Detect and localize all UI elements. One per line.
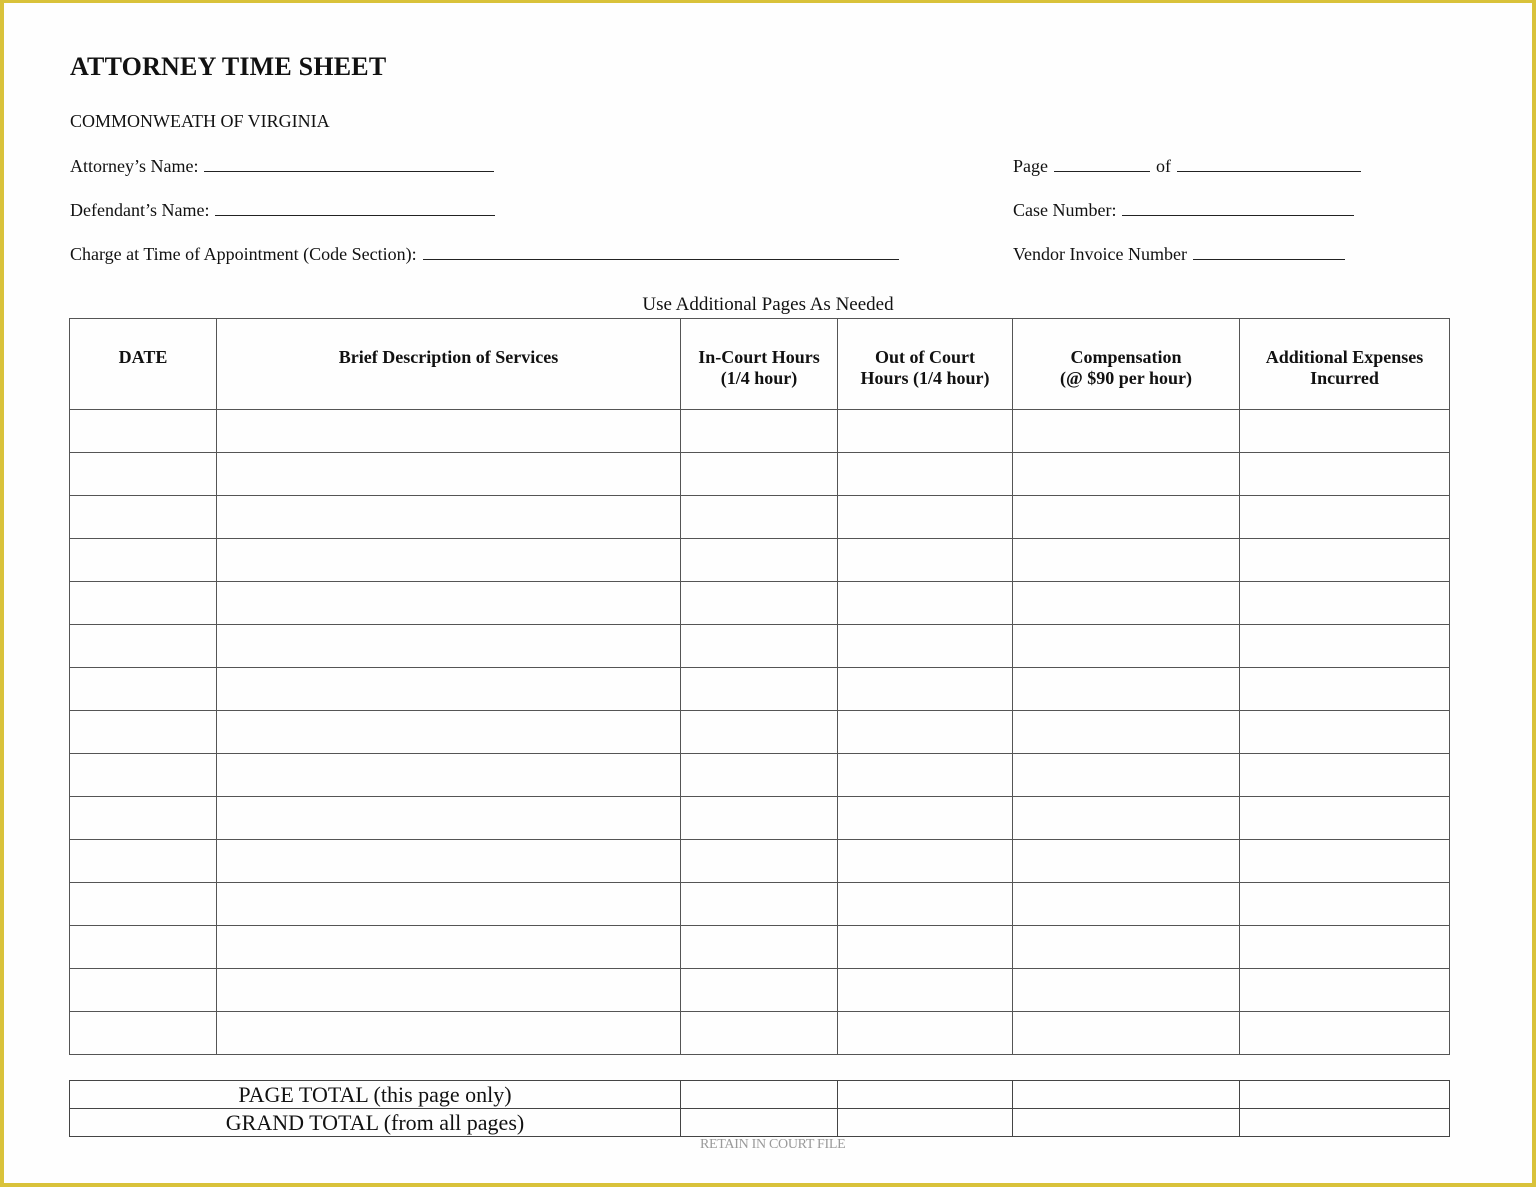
grand-total-expenses-cell[interactable] bbox=[1240, 1109, 1450, 1137]
additional-expenses-cell[interactable] bbox=[1240, 754, 1450, 797]
time-entry-rows bbox=[70, 410, 1450, 1055]
additional-expenses-cell[interactable] bbox=[1240, 582, 1450, 625]
additional-expenses-cell[interactable] bbox=[1240, 625, 1450, 668]
out-of-court-hours-cell[interactable] bbox=[838, 582, 1013, 625]
table-row bbox=[70, 797, 1450, 840]
description-cell[interactable] bbox=[217, 926, 681, 969]
grand-total-compensation-cell[interactable] bbox=[1013, 1109, 1240, 1137]
page-total-in-court-cell[interactable] bbox=[681, 1081, 838, 1109]
in-court-hours-cell[interactable] bbox=[681, 668, 838, 711]
date-cell[interactable] bbox=[70, 582, 217, 625]
description-cell[interactable] bbox=[217, 539, 681, 582]
out-of-court-hours-cell[interactable] bbox=[838, 797, 1013, 840]
page-total-expenses-cell[interactable] bbox=[1240, 1081, 1450, 1109]
in-court-hours-cell[interactable] bbox=[681, 539, 838, 582]
attorney-name-input[interactable] bbox=[204, 157, 494, 172]
compensation-cell[interactable] bbox=[1013, 539, 1240, 582]
totals-table bbox=[69, 1080, 1450, 1137]
compensation-cell[interactable] bbox=[1013, 883, 1240, 926]
description-cell[interactable] bbox=[217, 883, 681, 926]
additional-expenses-cell[interactable] bbox=[1240, 539, 1450, 582]
additional-pages-note-text: Use Additional Pages As Needed bbox=[642, 294, 894, 315]
charge-field bbox=[70, 244, 899, 265]
date-cell[interactable] bbox=[70, 668, 217, 711]
grand-total-row bbox=[70, 1109, 1450, 1137]
page-number-input[interactable] bbox=[1054, 157, 1150, 172]
compensation-cell[interactable] bbox=[1013, 410, 1240, 453]
description-cell[interactable] bbox=[217, 496, 681, 539]
table-row bbox=[70, 969, 1450, 1012]
page-total-label: PAGE TOTAL (this page only) bbox=[70, 1081, 681, 1109]
out-of-court-hours-cell[interactable] bbox=[838, 539, 1013, 582]
additional-expenses-cell[interactable] bbox=[1240, 969, 1450, 1012]
date-cell[interactable] bbox=[70, 926, 217, 969]
table-row bbox=[70, 582, 1450, 625]
out-of-court-hours-cell[interactable] bbox=[838, 711, 1013, 754]
in-court-hours-cell[interactable] bbox=[681, 797, 838, 840]
additional-expenses-cell[interactable] bbox=[1240, 1012, 1450, 1055]
column-header-compensation bbox=[1013, 319, 1240, 410]
date-cell[interactable] bbox=[70, 1012, 217, 1055]
out-of-court-hours-cell[interactable] bbox=[838, 754, 1013, 797]
page-total-row bbox=[70, 1081, 1450, 1109]
out-of-court-hours-cell[interactable] bbox=[838, 410, 1013, 453]
additional-expenses-cell[interactable] bbox=[1240, 883, 1450, 926]
table-row bbox=[70, 883, 1450, 926]
page-total-compensation-cell[interactable] bbox=[1013, 1081, 1240, 1109]
in-court-hours-cell[interactable] bbox=[681, 711, 838, 754]
compensation-cell[interactable] bbox=[1013, 840, 1240, 883]
document-title: ATTORNEY TIME SHEET bbox=[70, 52, 387, 81]
defendant-name-input[interactable] bbox=[215, 201, 495, 216]
time-entry-table bbox=[69, 318, 1450, 1055]
compensation-cell[interactable] bbox=[1013, 668, 1240, 711]
description-cell[interactable] bbox=[217, 754, 681, 797]
compensation-cell[interactable] bbox=[1013, 1012, 1240, 1055]
grand-total-label: GRAND TOTAL (from all pages) bbox=[70, 1109, 681, 1137]
charge-label: Charge at Time of Appointment (Code Section): bbox=[70, 244, 417, 264]
table-header-row bbox=[70, 319, 1450, 410]
column-header-line2: (@ $90 per hour) bbox=[1060, 368, 1192, 388]
in-court-hours-cell[interactable] bbox=[681, 625, 838, 668]
compensation-cell[interactable] bbox=[1013, 453, 1240, 496]
description-cell[interactable] bbox=[217, 582, 681, 625]
additional-expenses-cell[interactable] bbox=[1240, 453, 1450, 496]
date-cell[interactable] bbox=[70, 797, 217, 840]
additional-expenses-cell[interactable] bbox=[1240, 926, 1450, 969]
description-cell[interactable] bbox=[217, 453, 681, 496]
additional-expenses-cell[interactable] bbox=[1240, 410, 1450, 453]
compensation-cell[interactable] bbox=[1013, 625, 1240, 668]
defendant-name-label: Defendant’s Name: bbox=[70, 200, 210, 220]
column-header-additional-expenses bbox=[1240, 319, 1450, 410]
date-cell[interactable] bbox=[70, 969, 217, 1012]
case-number-input[interactable] bbox=[1122, 201, 1354, 216]
page-label: Page bbox=[1013, 156, 1048, 176]
compensation-cell[interactable] bbox=[1013, 969, 1240, 1012]
table-row bbox=[70, 1012, 1450, 1055]
out-of-court-hours-cell[interactable] bbox=[838, 496, 1013, 539]
table-row bbox=[70, 539, 1450, 582]
table-row bbox=[70, 410, 1450, 453]
date-cell[interactable] bbox=[70, 711, 217, 754]
in-court-hours-cell[interactable] bbox=[681, 453, 838, 496]
in-court-hours-cell[interactable] bbox=[681, 840, 838, 883]
out-of-court-hours-cell[interactable] bbox=[838, 453, 1013, 496]
date-cell[interactable] bbox=[70, 453, 217, 496]
page-of-label: of bbox=[1156, 156, 1171, 176]
date-cell[interactable] bbox=[70, 625, 217, 668]
grand-total-out-of-court-cell[interactable] bbox=[838, 1109, 1013, 1137]
table-row bbox=[70, 453, 1450, 496]
column-header-date-text: DATE bbox=[118, 347, 168, 367]
table-row bbox=[70, 754, 1450, 797]
description-cell[interactable] bbox=[217, 969, 681, 1012]
description-cell[interactable] bbox=[217, 711, 681, 754]
description-cell[interactable] bbox=[217, 840, 681, 883]
vendor-invoice-input[interactable] bbox=[1193, 245, 1345, 260]
vendor-invoice-label: Vendor Invoice Number bbox=[1013, 244, 1187, 264]
table-row bbox=[70, 711, 1450, 754]
compensation-cell[interactable] bbox=[1013, 797, 1240, 840]
retain-in-court-file-note: RETAIN IN COURT FILE bbox=[700, 1137, 846, 1152]
case-number-label: Case Number: bbox=[1013, 200, 1117, 220]
column-header-line2: Incurred bbox=[1310, 368, 1379, 388]
out-of-court-hours-cell[interactable] bbox=[838, 1012, 1013, 1055]
column-header-line2: Hours (1/4 hour) bbox=[860, 368, 990, 388]
page-number-field bbox=[1013, 156, 1361, 177]
compensation-cell[interactable] bbox=[1013, 496, 1240, 539]
compensation-cell[interactable] bbox=[1013, 582, 1240, 625]
in-court-hours-cell[interactable] bbox=[681, 754, 838, 797]
date-cell[interactable] bbox=[70, 840, 217, 883]
table-row bbox=[70, 926, 1450, 969]
compensation-cell[interactable] bbox=[1013, 711, 1240, 754]
description-cell[interactable] bbox=[217, 410, 681, 453]
compensation-cell[interactable] bbox=[1013, 754, 1240, 797]
in-court-hours-cell[interactable] bbox=[681, 582, 838, 625]
date-cell[interactable] bbox=[70, 496, 217, 539]
date-cell[interactable] bbox=[70, 883, 217, 926]
table-row bbox=[70, 496, 1450, 539]
in-court-hours-cell[interactable] bbox=[681, 883, 838, 926]
additional-expenses-cell[interactable] bbox=[1240, 711, 1450, 754]
grand-total-in-court-cell[interactable] bbox=[681, 1109, 838, 1137]
in-court-hours-cell[interactable] bbox=[681, 969, 838, 1012]
additional-expenses-cell[interactable] bbox=[1240, 797, 1450, 840]
table-row bbox=[70, 840, 1450, 883]
page-total-out-of-court-cell[interactable] bbox=[838, 1081, 1013, 1109]
description-cell[interactable] bbox=[217, 668, 681, 711]
in-court-hours-cell[interactable] bbox=[681, 496, 838, 539]
description-cell[interactable] bbox=[217, 625, 681, 668]
additional-pages-note bbox=[0, 294, 1536, 316]
attorney-name-label: Attorney’s Name: bbox=[70, 156, 199, 176]
out-of-court-hours-cell[interactable] bbox=[838, 668, 1013, 711]
date-cell[interactable] bbox=[70, 410, 217, 453]
in-court-hours-cell[interactable] bbox=[681, 926, 838, 969]
in-court-hours-cell[interactable] bbox=[681, 1012, 838, 1055]
document-subtitle: COMMONWEATH OF VIRGINIA bbox=[70, 111, 330, 131]
defendant-name-field bbox=[70, 200, 495, 221]
description-cell[interactable] bbox=[217, 1012, 681, 1055]
date-cell[interactable] bbox=[70, 539, 217, 582]
table-row bbox=[70, 668, 1450, 711]
column-header-date bbox=[70, 319, 217, 410]
charge-input[interactable] bbox=[423, 245, 899, 260]
column-header-line1: Out of Court bbox=[875, 347, 975, 367]
page-total-count-input[interactable] bbox=[1177, 157, 1361, 172]
column-header-line1: Compensation bbox=[1070, 347, 1182, 367]
case-number-field bbox=[1013, 200, 1354, 221]
column-header-line1: In-Court Hours bbox=[698, 347, 820, 367]
additional-expenses-cell[interactable] bbox=[1240, 668, 1450, 711]
vendor-invoice-field bbox=[1013, 244, 1345, 265]
description-cell[interactable] bbox=[217, 797, 681, 840]
column-header-line1: Additional Expenses bbox=[1265, 347, 1424, 367]
column-header-out-of-court-hours bbox=[838, 319, 1013, 410]
column-header-line2: (1/4 hour) bbox=[720, 368, 798, 388]
out-of-court-hours-cell[interactable] bbox=[838, 840, 1013, 883]
column-header-description-text: Brief Description of Services bbox=[338, 347, 559, 367]
out-of-court-hours-cell[interactable] bbox=[838, 926, 1013, 969]
out-of-court-hours-cell[interactable] bbox=[838, 625, 1013, 668]
out-of-court-hours-cell[interactable] bbox=[838, 883, 1013, 926]
additional-expenses-cell[interactable] bbox=[1240, 840, 1450, 883]
in-court-hours-cell[interactable] bbox=[681, 410, 838, 453]
out-of-court-hours-cell[interactable] bbox=[838, 969, 1013, 1012]
attorney-name-field bbox=[70, 156, 494, 177]
additional-expenses-cell[interactable] bbox=[1240, 496, 1450, 539]
compensation-cell[interactable] bbox=[1013, 926, 1240, 969]
column-header-in-court-hours bbox=[681, 319, 838, 410]
column-header-description bbox=[217, 319, 681, 410]
date-cell[interactable] bbox=[70, 754, 217, 797]
table-row bbox=[70, 625, 1450, 668]
